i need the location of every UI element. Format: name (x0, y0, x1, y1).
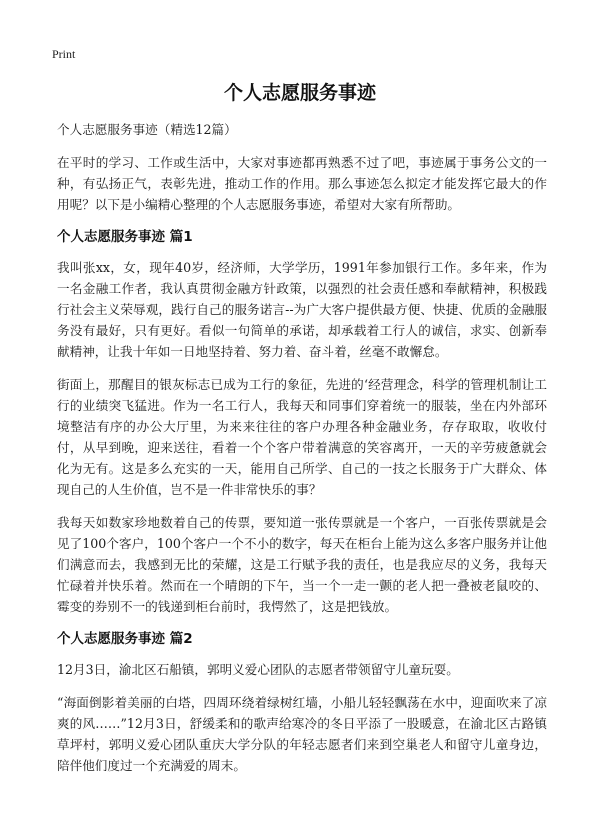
section-1-paragraph-3: 我每天如数家珍地数着自己的传票，要知道一张传票就是一个客户，一百张传票就是会见了100个客户，100个客户一个不小的数字，每天在柜台上能为这么多客户服务并让他们满意而去，我感到无比的荣耀，这是工行赋予我的责任，也是我应尽的义务，我每天忙碌着并快乐着。然而在一个晴朗的下午，当一个一走一颤的老人把一叠被老鼠咬的、霉变的券别不一的钱递到柜台前时，我愕然了，这是把钱放。 (57, 515, 547, 614)
section-1-paragraph-1: 我叫张xx，女，现年40岁，经济师，大学学历，1991年参加银行工作。多年来，作为一名金融工作者，我认真贯彻金融方针政策，以强烈的社会责任感和奉献精神，积极践行社会主义荣辱观，践行自己的服务诺言--为广大客户提供最方便、快捷、优质的金融服务没有最好，只有更好。看似一句简单的承诺，却承载着工行人的诚信，求实、创新奉献精神，让我十年如一日地坚持着、努力着、奋斗着，丝毫不敢懈怠。 (57, 260, 547, 359)
section-heading-2: 个人志愿服务事迹 篇2 (57, 631, 193, 647)
section-1-paragraph-2: 街面上，那醒目的银灰标志已成为工行的象征，先进的‘经营理念，科学的管理机制让工行的业绩突飞猛进。作为一名工行人，我每天和同事们穿着统一的服装，坐在内外部环境整洁有序的办公大厅里，为来来往往的客户办理各种金融业务，存存取取，收收付付，从早到晚，迎来送往，看着一个个客户带着满意的笑容离开，一天的辛劳疲惫就会化为无有。这是多么充实的一天，能用自己所学、自己的一技之长服务于广大群众、体现自己的人生价值，岂不是一件非常快乐的事？ (57, 377, 547, 497)
document-subtitle: 个人志愿服务事迹（精选12篇） (57, 122, 237, 137)
print-link[interactable]: Print (52, 47, 76, 61)
section-2-paragraph-1: 12月3日，渝北区石船镇，郭明义爱心团队的志愿者带领留守儿童玩耍。 (57, 662, 459, 677)
section-heading-1: 个人志愿服务事迹 篇1 (57, 229, 193, 245)
section-2-paragraph-2: “海面倒影着美丽的白塔，四周环绕着绿树红墙，小船儿轻轻飘荡在水中，迎面吹来了凉爽的风……”12月3日，舒缓柔和的歌声给寒冷的冬日平添了一股暖意，在渝北区古路镇草坪村，郭明义爱心团队重庆大学分队的年轻志愿者们来到空巢老人和留守儿童身边，陪伴他们度过一个充满爱的周末。 (57, 695, 547, 773)
page-title: 个人志愿服务事迹 (223, 82, 376, 104)
intro-paragraph: 在平时的学习、工作或生活中，大家对事迹都再熟悉不过了吧，事迹属于事务公文的一种，有弘扬正气，表彰先进，推动工作的作用。那么事迹怎么拟定才能发挥它最大的作用呢？以下是小编精心整理的个人志愿服务事迹，希望对大家有所帮助。 (57, 155, 547, 212)
document-body (57, 119, 547, 788)
